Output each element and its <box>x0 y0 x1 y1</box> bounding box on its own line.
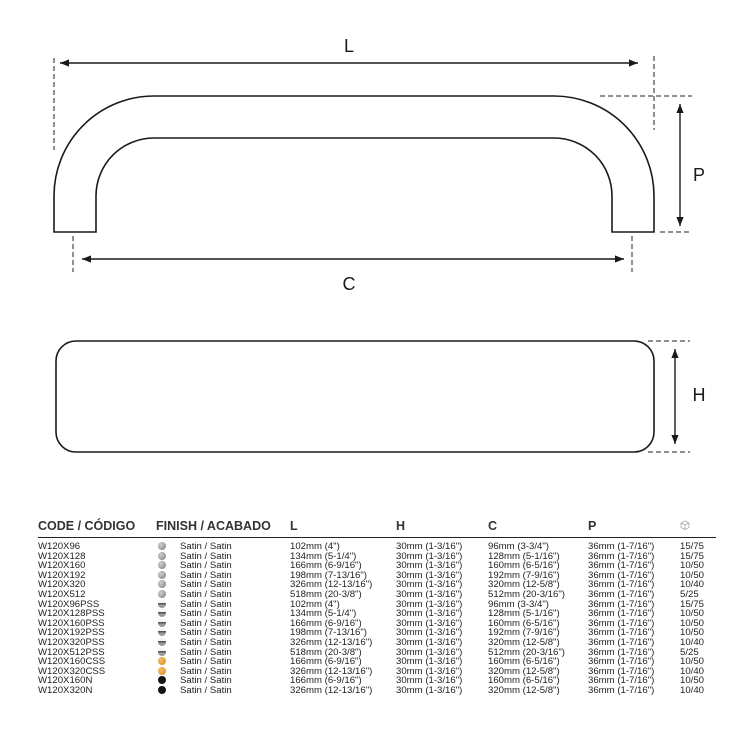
table-row <box>38 590 716 600</box>
cell-pack: 10/40 <box>680 666 705 677</box>
finish-swatch-icon <box>158 571 166 579</box>
cell-c: 128mm (5-1/16") <box>488 551 560 562</box>
finish-swatch-icon <box>158 600 166 608</box>
finish-label: Satin / Satin <box>180 637 232 648</box>
cell-finish <box>156 648 290 658</box>
cell-p: 36mm (1-7/16") <box>588 589 655 600</box>
cell-finish <box>156 657 290 667</box>
table-row <box>38 628 716 638</box>
cell-l: 102mm (4") <box>290 599 340 610</box>
cell-c: 160mm (6-5/16") <box>488 561 560 571</box>
cell-h: 30mm (1-3/16") <box>396 676 463 686</box>
cell-code: W120X160CSS <box>38 657 106 667</box>
cell-l: 198mm (7-13/16") <box>290 628 367 638</box>
cell-p: 36mm (1-7/16") <box>588 647 655 658</box>
cell-l: 102mm (4") <box>290 541 340 552</box>
table-row <box>38 619 716 629</box>
finish-swatch-icon <box>158 552 166 560</box>
cell-p: 36mm (1-7/16") <box>588 685 655 696</box>
finish-swatch-icon <box>158 667 166 675</box>
cell-h: 30mm (1-3/16") <box>396 541 463 552</box>
finish-swatch-icon <box>158 628 166 636</box>
cell-c: 320mm (12-5/8") <box>488 637 560 648</box>
cell-h: 30mm (1-3/16") <box>396 685 463 696</box>
cell-c: 192mm (7-9/16") <box>488 570 560 581</box>
table-row <box>38 561 716 571</box>
finish-label: Satin / Satin <box>180 666 232 677</box>
cell-p: 36mm (1-7/16") <box>588 541 655 552</box>
header-finish: FINISH / ACABADO <box>156 519 271 533</box>
cell-code: W120X320N <box>38 685 93 696</box>
cell-p: 36mm (1-7/16") <box>588 657 655 667</box>
finish-label: Satin / Satin <box>180 570 232 581</box>
cell-l: 326mm (12-13/16") <box>290 685 373 696</box>
cell-c: 512mm (20-3/16") <box>488 647 565 658</box>
finish-swatch-icon <box>158 542 166 550</box>
finish-swatch-icon <box>158 590 166 598</box>
cell-p: 36mm (1-7/16") <box>588 676 655 686</box>
cell-finish <box>156 619 290 629</box>
cell-finish <box>156 667 290 677</box>
table-row <box>38 600 716 610</box>
cell-c: 320mm (12-5/8") <box>488 685 560 696</box>
cell-h: 30mm (1-3/16") <box>396 561 463 571</box>
cell-l: 134mm (5-1/4") <box>290 609 357 619</box>
cell-c: 512mm (20-3/16") <box>488 589 565 600</box>
cell-finish <box>156 628 290 638</box>
cell-l: 166mm (6-9/16") <box>290 676 362 686</box>
cell-p: 36mm (1-7/16") <box>588 637 655 648</box>
cell-code: W120X192 <box>38 570 86 581</box>
cell-pack: 15/75 <box>680 541 705 552</box>
cell-pack: 5/25 <box>680 589 699 600</box>
cell-finish <box>156 686 290 696</box>
cell-code: W120X320 <box>38 580 86 590</box>
finish-swatch-icon <box>158 619 166 627</box>
table-row <box>38 676 716 686</box>
c-label: C <box>342 274 356 294</box>
finish-label: Satin / Satin <box>180 676 232 686</box>
cell-l: 134mm (5-1/4") <box>290 551 357 562</box>
cell-finish <box>156 676 290 686</box>
cell-code: W120X128PSS <box>38 609 105 619</box>
cell-c: 160mm (6-5/16") <box>488 657 560 667</box>
cell-c: 160mm (6-5/16") <box>488 676 560 686</box>
cell-c: 96mm (3-3/4") <box>488 599 549 610</box>
cell-h: 30mm (1-3/16") <box>396 551 463 562</box>
cell-l: 166mm (6-9/16") <box>290 618 362 629</box>
cell-l: 198mm (7-13/16") <box>290 570 367 581</box>
cell-h: 30mm (1-3/16") <box>396 637 463 648</box>
cell-pack: 10/40 <box>680 580 705 590</box>
finish-label: Satin / Satin <box>180 561 232 571</box>
finish-swatch-icon <box>158 638 166 646</box>
cell-c: 320mm (12-5/8") <box>488 666 560 677</box>
finish-swatch-icon <box>158 686 166 694</box>
cell-p: 36mm (1-7/16") <box>588 551 655 562</box>
cell-finish <box>156 600 290 610</box>
cell-c: 320mm (12-5/8") <box>488 580 560 590</box>
cell-c: 128mm (5-1/16") <box>488 609 560 619</box>
cell-code: W120X96PSS <box>38 599 100 610</box>
cell-h: 30mm (1-3/16") <box>396 589 463 600</box>
cell-h: 30mm (1-3/16") <box>396 666 463 677</box>
cell-l: 326mm (12-13/16") <box>290 637 373 648</box>
cell-finish <box>156 571 290 581</box>
finish-label: Satin / Satin <box>180 609 232 619</box>
cell-pack: 10/50 <box>680 561 705 571</box>
cell-l: 166mm (6-9/16") <box>290 657 362 667</box>
cell-h: 30mm (1-3/16") <box>396 580 463 590</box>
cell-pack: 5/25 <box>680 647 699 658</box>
table-row <box>38 638 716 648</box>
cell-code: W120X160PSS <box>38 618 105 629</box>
cell-h: 30mm (1-3/16") <box>396 657 463 667</box>
cell-finish <box>156 609 290 619</box>
cell-p: 36mm (1-7/16") <box>588 570 655 581</box>
finish-swatch-icon <box>158 580 166 588</box>
table-row <box>38 552 716 562</box>
cell-finish <box>156 580 290 590</box>
cell-l: 166mm (6-9/16") <box>290 561 362 571</box>
cell-h: 30mm (1-3/16") <box>396 628 463 638</box>
finish-label: Satin / Satin <box>180 580 232 590</box>
cell-pack: 10/50 <box>680 570 705 581</box>
header-pack <box>680 516 716 538</box>
cell-p: 36mm (1-7/16") <box>588 609 655 619</box>
header-h: H <box>396 519 406 533</box>
cell-c: 96mm (3-3/4") <box>488 541 549 552</box>
cell-finish <box>156 638 290 648</box>
cell-pack: 10/50 <box>680 609 705 619</box>
cell-code: W120X160 <box>38 561 86 571</box>
table-row <box>38 538 716 552</box>
cell-code: W120X128 <box>38 551 86 562</box>
cell-code: W120X320CSS <box>38 666 106 677</box>
box-icon <box>680 520 690 530</box>
cell-pack: 15/75 <box>680 599 705 610</box>
l-label: L <box>343 36 355 56</box>
table-row <box>38 648 716 658</box>
finish-swatch-icon <box>158 676 166 684</box>
cell-finish <box>156 561 290 571</box>
cell-l: 518mm (20-3/8") <box>290 647 362 658</box>
cell-h: 30mm (1-3/16") <box>396 618 463 629</box>
cell-c: 192mm (7-9/16") <box>488 628 560 638</box>
finish-swatch-icon <box>158 561 166 569</box>
finish-swatch-icon <box>158 609 166 617</box>
cell-h: 30mm (1-3/16") <box>396 609 463 619</box>
table-row <box>38 580 716 590</box>
table-body <box>38 538 716 696</box>
finish-label: Satin / Satin <box>180 589 232 600</box>
cell-p: 36mm (1-7/16") <box>588 628 655 638</box>
finish-label: Satin / Satin <box>180 618 232 629</box>
cell-p: 36mm (1-7/16") <box>588 666 655 677</box>
finish-label: Satin / Satin <box>180 599 232 610</box>
cell-code: W120X96 <box>38 541 81 552</box>
cell-l: 326mm (12-13/16") <box>290 666 373 677</box>
cell-pack: 10/50 <box>680 657 705 667</box>
h-label: H <box>692 385 706 405</box>
header-code: CODE / CÓDIGO <box>38 519 136 533</box>
table-row <box>38 571 716 581</box>
cell-p: 36mm (1-7/16") <box>588 599 655 610</box>
p-label: P <box>692 165 706 185</box>
finish-label: Satin / Satin <box>180 685 232 696</box>
cell-p: 36mm (1-7/16") <box>588 618 655 629</box>
finish-label: Satin / Satin <box>180 628 232 638</box>
cell-c: 160mm (6-5/16") <box>488 618 560 629</box>
cell-p: 36mm (1-7/16") <box>588 561 655 571</box>
cell-pack: 10/40 <box>680 637 705 648</box>
cell-p: 36mm (1-7/16") <box>588 580 655 590</box>
finish-label: Satin / Satin <box>180 551 232 562</box>
cell-pack: 10/50 <box>680 676 705 686</box>
table-row <box>38 686 716 696</box>
cell-finish <box>156 538 290 552</box>
finish-swatch-icon <box>158 657 166 665</box>
header-c: C <box>488 519 498 533</box>
cell-pack: 15/75 <box>680 551 705 562</box>
cell-h: 30mm (1-3/16") <box>396 570 463 581</box>
header-l: L <box>290 519 298 533</box>
finish-label: Satin / Satin <box>180 541 232 552</box>
specification-table <box>38 516 716 696</box>
finish-label: Satin / Satin <box>180 647 232 658</box>
cell-code: W120X512 <box>38 589 86 600</box>
cell-h: 30mm (1-3/16") <box>396 647 463 658</box>
handle-side-view <box>54 96 654 232</box>
cell-finish <box>156 552 290 562</box>
table-row <box>38 657 716 667</box>
cell-l: 326mm (12-13/16") <box>290 580 373 590</box>
cell-pack: 10/40 <box>680 685 705 696</box>
finish-label: Satin / Satin <box>180 657 232 667</box>
cell-code: W120X192PSS <box>38 628 105 638</box>
header-p: P <box>588 519 597 533</box>
cell-code: W120X160N <box>38 676 93 686</box>
table-header-row <box>38 516 716 538</box>
table-row <box>38 667 716 677</box>
handle-top-view <box>56 341 654 452</box>
cell-pack: 10/50 <box>680 628 705 638</box>
cell-h: 30mm (1-3/16") <box>396 599 463 610</box>
cell-l: 518mm (20-3/8") <box>290 589 362 600</box>
cell-pack: 10/50 <box>680 618 705 629</box>
cell-finish <box>156 590 290 600</box>
cell-code: W120X320PSS <box>38 637 105 648</box>
table-row <box>38 609 716 619</box>
cell-code: W120X512PSS <box>38 647 105 658</box>
finish-swatch-icon <box>158 648 166 656</box>
